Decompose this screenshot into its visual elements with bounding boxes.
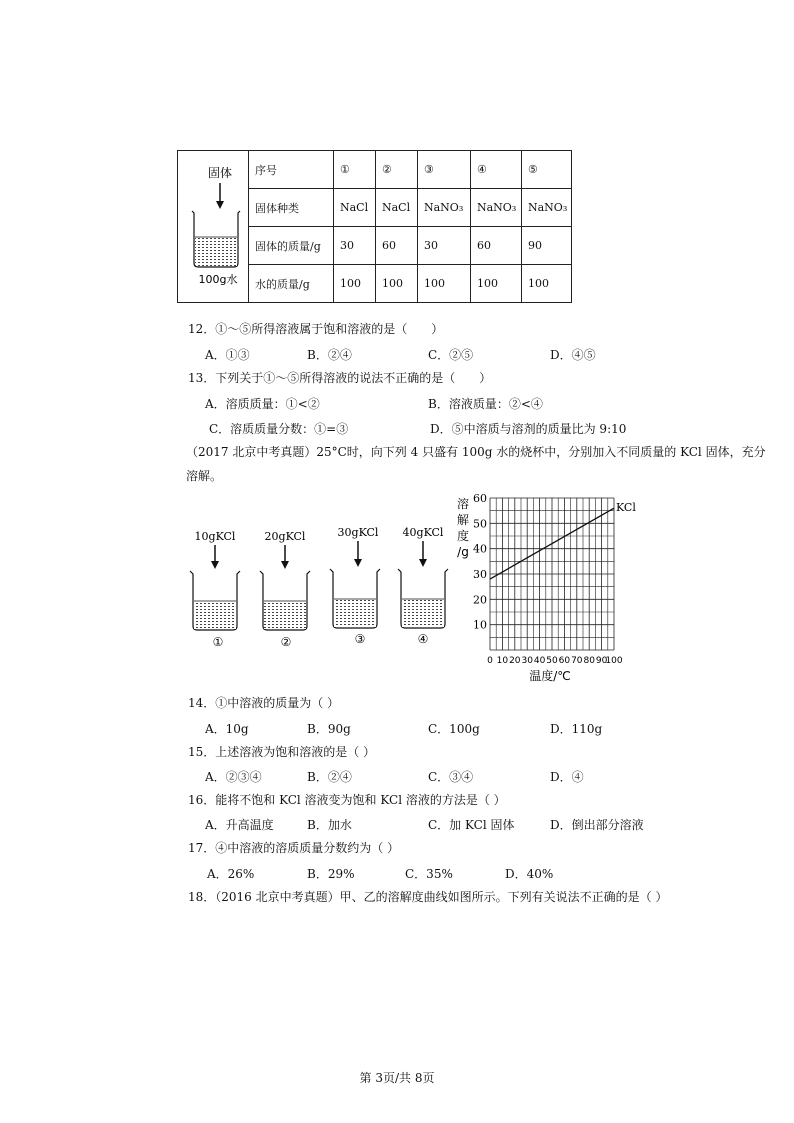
table-cell: 100 bbox=[471, 265, 522, 303]
table-cell: 100 bbox=[376, 265, 418, 303]
beaker-cell bbox=[178, 151, 249, 303]
beaker-liquid bbox=[195, 237, 237, 266]
chart-grid bbox=[490, 498, 614, 650]
table-cell: NaNO₃ bbox=[471, 189, 522, 227]
beaker-1-label: 10gKCl bbox=[194, 530, 236, 543]
solid-label: 固体 bbox=[207, 165, 233, 180]
arrowhead-icon bbox=[216, 201, 224, 209]
row-label: 序号 bbox=[249, 151, 334, 189]
x-axis-label: 温度/℃ bbox=[529, 669, 571, 683]
q17-option-c: C．35% bbox=[405, 867, 453, 881]
table-cell: NaNO₃ bbox=[522, 189, 572, 227]
table-cell: ① bbox=[334, 151, 376, 189]
table-cell: 100 bbox=[334, 265, 376, 303]
beaker-4-number: ④ bbox=[417, 632, 429, 646]
intro-2017-line1: （2017 北京中考真题）25°C时，向下列 4 只盛有 100g 水的烧杯中，分别加入不同质量的 KCl 固体，充分 bbox=[186, 445, 766, 459]
row-label: 水的质量/g bbox=[249, 265, 334, 303]
x-tick-label: 80 bbox=[583, 656, 595, 666]
q15-stem: 15．上述溶液为饱和溶液的是（ ） bbox=[188, 745, 376, 759]
table-cell: 60 bbox=[471, 227, 522, 265]
table-cell: ② bbox=[376, 151, 418, 189]
q14-option-b: B．90g bbox=[307, 722, 351, 736]
q15-option-d: D．④ bbox=[550, 770, 584, 784]
x-tick-labels bbox=[487, 656, 623, 666]
series-label-kcl: KCl bbox=[616, 501, 636, 515]
x-tick-label: 70 bbox=[571, 656, 583, 666]
solid-data-table bbox=[177, 150, 572, 303]
q14-option-c: C．100g bbox=[428, 722, 480, 736]
q16-option-b: B．加水 bbox=[307, 818, 352, 832]
x-tick-label: 10 bbox=[496, 656, 509, 666]
q15-option-b: B．②④ bbox=[307, 770, 352, 784]
beaker-2 bbox=[260, 530, 310, 649]
row-label: 固体的质量/g bbox=[249, 227, 334, 265]
table-cell: 100 bbox=[418, 265, 471, 303]
beaker-2-number: ② bbox=[280, 635, 292, 649]
y-axis-label-char: 度 bbox=[456, 529, 470, 543]
q17-stem: 17．④中溶液的溶质质量分数约为（ ） bbox=[188, 841, 400, 855]
beaker-1-number: ① bbox=[212, 635, 224, 649]
x-tick-label: 60 bbox=[558, 656, 571, 666]
q17-option-b: B．29% bbox=[307, 867, 355, 881]
table-cell: 100 bbox=[522, 265, 572, 303]
beaker-2-label: 20gKCl bbox=[264, 530, 306, 543]
q13-stem: 13．下列关于①～⑤所得溶液的说法不正确的是（ ） bbox=[188, 371, 492, 385]
x-tick-label: 40 bbox=[533, 656, 546, 666]
q18-stem: 18．（2016 北京中考真题）甲、乙的溶解度曲线如图所示。下列有关说法不正确的是（ ） bbox=[188, 890, 668, 904]
q14-stem: 14．①中溶液的质量为（ ） bbox=[188, 696, 340, 710]
table-cell: ⑤ bbox=[522, 151, 572, 189]
intro-2017-line2: 溶解。 bbox=[186, 469, 223, 483]
table-cell: NaNO₃ bbox=[418, 189, 471, 227]
beaker-1 bbox=[190, 530, 240, 649]
y-axis-label bbox=[457, 496, 469, 559]
y-axis-label-char: 解 bbox=[456, 513, 470, 527]
table-cell: NaCl bbox=[376, 189, 418, 227]
water-label: 100g水 bbox=[198, 272, 238, 286]
q12-option-b: B．②④ bbox=[307, 348, 352, 362]
beaker-3-label: 30gKCl bbox=[337, 526, 379, 539]
q12-option-c: C．②⑤ bbox=[428, 348, 474, 362]
q14-option-a: A．10g bbox=[205, 722, 249, 736]
q12-option-d: D．④⑤ bbox=[550, 348, 596, 362]
table-cell: 90 bbox=[522, 227, 572, 265]
beaker-3 bbox=[330, 526, 380, 646]
y-tick-label: 60 bbox=[473, 492, 487, 505]
beakers-figure bbox=[180, 515, 460, 655]
table-cell: ④ bbox=[471, 151, 522, 189]
y-tick-label: 10 bbox=[473, 618, 487, 632]
q15-option-c: C．③④ bbox=[428, 770, 474, 784]
beaker-figure bbox=[178, 153, 248, 301]
table-cell: ③ bbox=[418, 151, 471, 189]
row-label: 固体种类 bbox=[249, 189, 334, 227]
y-tick-label: 50 bbox=[473, 517, 487, 531]
q16-option-a: A．升高温度 bbox=[205, 818, 274, 832]
q14-option-d: D．110g bbox=[550, 722, 603, 736]
table-cell: 60 bbox=[376, 227, 418, 265]
page-footer: 第 3页/共 8页 bbox=[359, 1071, 435, 1085]
y-axis-label-char: /g bbox=[457, 545, 469, 559]
q13-option-d: D．⑤中溶质与溶剂的质量比为 9:10 bbox=[430, 422, 627, 436]
q16-option-d: D．倒出部分溶液 bbox=[550, 818, 644, 832]
q17-option-d: D．40% bbox=[505, 867, 554, 881]
x-tick-label: 0 bbox=[487, 656, 493, 666]
q12-option-a: A．①③ bbox=[205, 348, 250, 362]
q16-stem: 16．能将不饱和 KCl 溶液变为饱和 KCl 溶液的方法是（ ） bbox=[188, 793, 506, 807]
q12-stem: 12．①～⑤所得溶液属于饱和溶液的是（ ） bbox=[188, 322, 444, 336]
beaker-4-label: 40gKCl bbox=[402, 526, 444, 539]
table-cell: NaCl bbox=[334, 189, 376, 227]
table-cell: 30 bbox=[334, 227, 376, 265]
q13-option-c: C．溶质质量分数：①=③ bbox=[209, 422, 349, 436]
q17-option-a: A．26% bbox=[207, 867, 255, 881]
q13-option-a: A．溶质质量：①<② bbox=[205, 397, 320, 411]
beaker-3-number: ③ bbox=[354, 632, 366, 646]
q15-option-a: A．②③④ bbox=[205, 770, 262, 784]
kcl-solubility-chart bbox=[450, 490, 650, 690]
y-tick-label: 20 bbox=[473, 593, 487, 607]
y-tick-label: 30 bbox=[473, 568, 487, 581]
q13-option-b: B．溶液质量：②<④ bbox=[428, 397, 543, 411]
x-tick-label: 20 bbox=[509, 656, 521, 666]
beaker-4 bbox=[398, 526, 448, 646]
y-tick-label: 40 bbox=[473, 542, 487, 556]
y-tick-labels bbox=[473, 492, 487, 632]
q16-option-c: C．加 KCl 固体 bbox=[428, 818, 515, 832]
x-tick-label: 50 bbox=[546, 656, 558, 666]
x-tick-label: 30 bbox=[521, 656, 533, 666]
x-tick-label: 100 bbox=[605, 656, 623, 666]
x-tick-label: 90 bbox=[595, 656, 608, 666]
table-cell: 30 bbox=[418, 227, 471, 265]
y-axis-label-char: 溶 bbox=[456, 497, 470, 511]
